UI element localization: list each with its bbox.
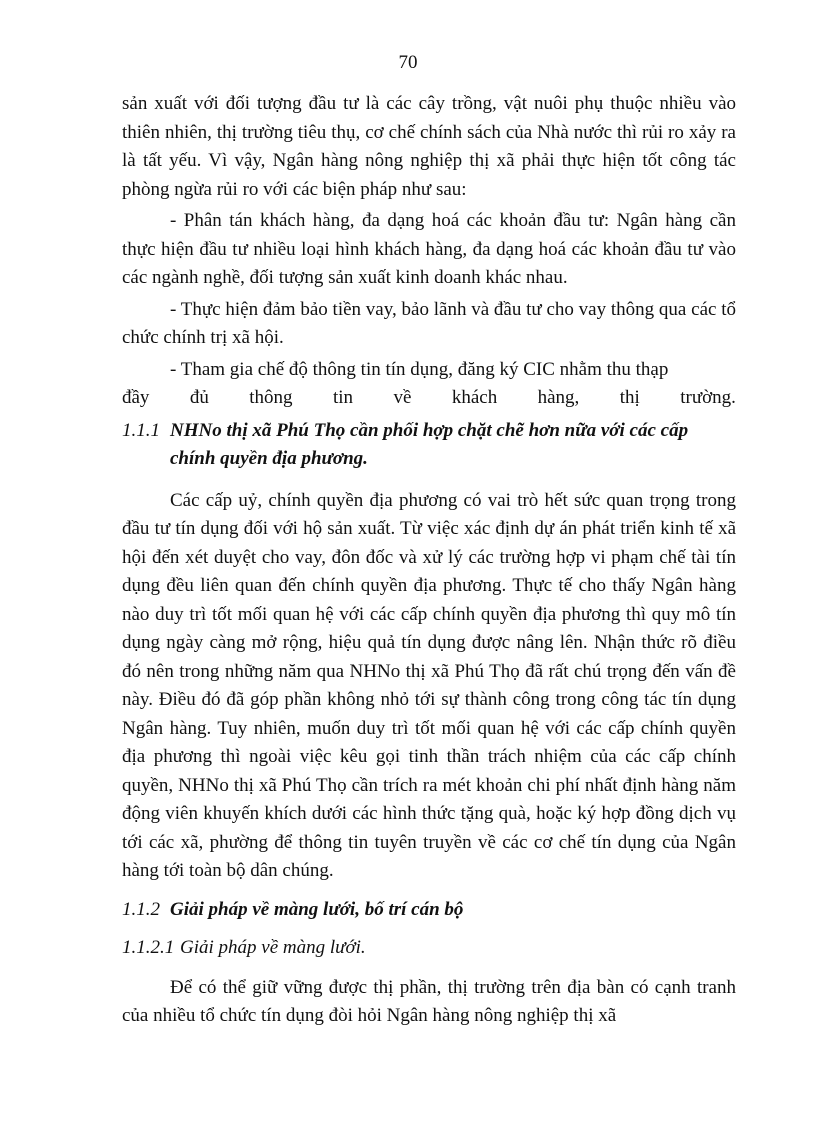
- section-number: 1.1.2: [122, 898, 160, 920]
- word: tin: [332, 387, 354, 408]
- paragraph-local-government: Các cấp uỷ, chính quyền địa phương có vai trò hết sức quan trọng trong đầu tư tín dụng đối với hộ sản xuất. Từ việc xác định dự án phát triển kinh tế xã hội đến xét duyệt cho vay, đôn đốc và xử lý các trường hợp vi phạm chế tài tín dụng đều liên quan đến chính quyền địa phương. Thực tế cho thấy Ngân hàng nào duy trì tốt mối quan hệ với các cấp chính quyền địa phương thì quy mô tín dụng ngày càng mở rộng, hiệu quả tín dụng được nâng lên. Nhận thức rõ điều đó nên trong những năm qua NHNo thị xã Phú Thọ đã rất chú trọng đến vấn đề này. Điều đó đã góp phần không nhỏ tới sự thành công trong công tác tín dụng Ngân hàng. Tuy nhiên, muốn duy trì tốt mối quan hệ với các cấp chính quyền địa phương thì ngoài việc kêu gọi tinh thần trách nhiệm của các cấp chính quyền, NHNo thị xã Phú Thọ cần trích ra mét khoản chi phí nhất định hàng năm động viên khuyến khích dưới các hình thức tặng quà, hoặc ký hợp đồng dịch vụ tới các xã, phường để thông tin tuyên truyền về các cơ chế tín dụng của Ngân hàng tới toàn bộ dân chúng.: [122, 489, 736, 881]
- section-title: Giải pháp về màng lưới.: [180, 936, 366, 958]
- page-number: 70: [398, 52, 418, 73]
- word: hàng,: [537, 387, 580, 408]
- section-title: Giải pháp về màng lưới, bố trí cán bộ: [170, 898, 464, 920]
- word: đủ: [189, 387, 209, 408]
- section-number: 1.1.1: [122, 419, 160, 441]
- paragraph-cic-line1: - Tham gia chế độ thông tin tín dụng, đăng ký CIC nhằm thu thạp: [170, 358, 669, 380]
- section-heading-1-1-2-1: [122, 934, 736, 962]
- paragraph-market-share: Để có thể giữ vững được thị phần, thị trường trên địa bàn có cạnh tranh của nhiều tổ chức tín dụng đòi hỏi Ngân hàng nông nghiệp thị xã: [122, 976, 736, 1026]
- word: về: [393, 387, 412, 408]
- section-heading-1-1-1: [122, 417, 736, 473]
- section-title: NHNo thị xã Phú Thọ cần phối hợp chặt chẽ hơn nữa với các cấp chính quyền địa phương.: [170, 419, 689, 469]
- word: thị: [619, 387, 640, 408]
- word: khách: [451, 387, 498, 408]
- paragraph-loan-guarantee: - Thực hiện đảm bảo tiền vay, bảo lãnh và đầu tư cho vay thông qua các tổ chức chính trị xã hội.: [122, 298, 736, 348]
- paragraph-diversify: - Phân tán khách hàng, đa dạng hoá các khoản đầu tư: Ngân hàng cần thực hiện đầu tư nhiều loại hình khách hàng, đa dạng hoá các khoản đầu tư vào các ngành nghề, đối tượng sản xuất kinh doanh khác nhau.: [122, 210, 736, 288]
- word: thông: [249, 387, 293, 408]
- paragraph-cic-line2: [122, 384, 736, 413]
- paragraph-risk-intro: sản xuất với đối tượng đầu tư là các cây trồng, vật nuôi phụ thuộc nhiều vào thiên nhiên, thị trường tiêu thụ, cơ chế chính sách của Nhà nước thì rủi ro xảy ra là tất yếu. Vì vậy, Ngân hàng nông nghiệp thị xã phải thực hiện tốt công tác phòng ngừa rủi ro với các biện pháp như sau:: [122, 93, 736, 200]
- section-heading-1-1-2: [122, 896, 736, 924]
- section-number: 1.1.2.1: [122, 936, 175, 958]
- word: đầy: [122, 387, 150, 408]
- word: trường.: [680, 387, 736, 408]
- document-body: [122, 90, 736, 1031]
